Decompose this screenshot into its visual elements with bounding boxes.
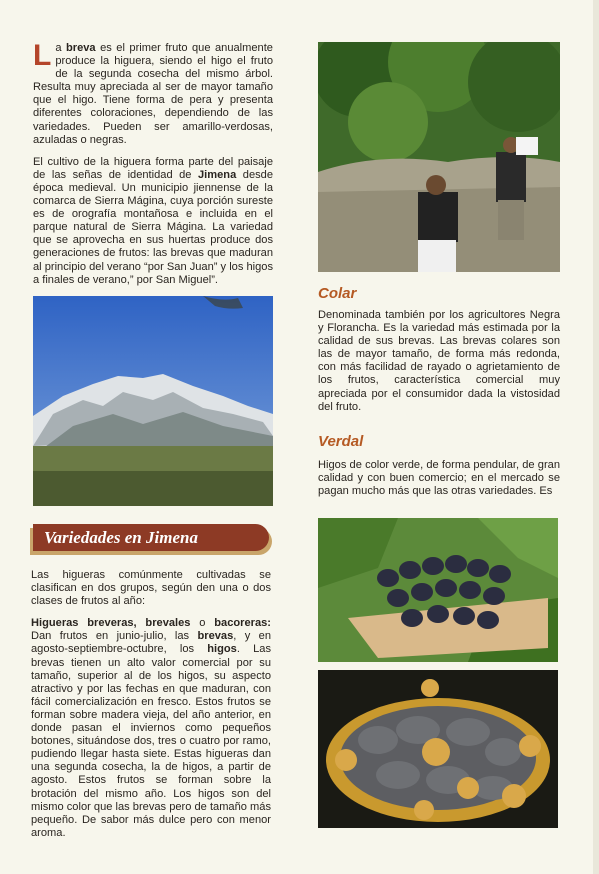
intro-p1-lead: a [55,42,66,54]
banner-title: Variedades en Jimena [44,528,198,547]
intro-text [33,39,274,287]
intro-p2-a: El cultivo de la higuera forma parte del paisaje de las señas de identidad de [33,155,273,181]
varieties-body [31,617,271,840]
section-banner [33,524,269,551]
term-brevas: brevas [197,630,234,643]
drop-cap: L [33,39,52,72]
dried-figs-photo [318,670,558,828]
intro-p2-b: desde época medieval. Un municipio jiennense de la comarca de Sierra Mágina, cuya porción sureste es de orografía montañosa e incluida en el parque natural de Sierra Mágina. La variedad que se aprovecha en sus huertas produce dos generaciones de frutos: las brevas que maduran al principio del verano “por San Juan” y los higos a finales de verano,” por San Miguel”. [33,168,274,286]
intro-paragraph-2 [33,156,273,287]
term-jimena: Jimena [198,168,237,181]
verdal-text: Higos de color verde, de forma pendular, de gran calidad y con buen comercio; en el mercado se pagan mucho más que las otras variedades. Es [318,459,560,498]
figs-photo [318,518,558,662]
term-higos: higos [207,643,237,656]
mountain-photo [33,296,273,506]
varieties-s1: Dan frutos en junio-julio, las [31,630,198,643]
term-breva: breva [65,42,96,54]
intro-p1-rest: es el primer fruto que anualmente produce la higuera, siendo el higo el fruto de la segunda cosecha del mismo árbol. Resulta muy apreciada al ser de mayor tamaño que el higo. Tiene forma de pera y presenta diferentes coloraciones, dependiendo de las variedades. Pueden ser amarillo-verdosas, azuladas o negras. [33,42,273,146]
varieties-text [31,569,271,840]
verdal-heading: Verdal [318,433,364,450]
colar-heading: Colar [318,285,357,302]
varieties-conj: o [190,617,215,630]
intro-paragraph-1 [33,39,273,147]
page-edge [593,0,599,874]
varieties-intro: Las higueras comúnmente cultivadas se clasifican en dos grupos, según den una o dos clases de frutos al año: [31,569,271,608]
colar-text: Denominada también por los agricultores Negra y Floranchа. Es la variedad más estimada por la calidad de sus brevas. Las brevas colares son las de mayor tamaño, de forma más redonda, con más facilidad de rayado o agrietamiento de los frutos, característica comercial muy apreciada por el consumidor dada la vistosidad del fruto. [318,309,560,413]
varieties-s2: , y en agosto-septiembre-octubre, los [31,630,271,656]
term-bacoreras: bacoreras: [214,617,271,630]
term-higueras-breveras: Higueras breveras, brevales [31,617,191,630]
harvest-photo [318,42,560,272]
varieties-s3: . Las brevas tienen un alto valor comercial por su tamaño, superior al de los higos, su aspecto atractivo y por las fechas en que maduran, con fácil comercialización en fresco. Estos frutos se forman sobre madera vieja, del año anterior, en donde pasan el inviernos como pequeños botones, situándose dos, tres o cuatro por ramo, pudiendo llegar hasta siete. Estas higueras dan una segunda cosecha, la de higos, a partir de agosto. Estos frutos se forman sobre la brotación del mismo año. Los higos son del mismo color que las brevas pero de tamaño más pequeño. De sabor más dulce pero con menor aroma. [31,643,271,839]
